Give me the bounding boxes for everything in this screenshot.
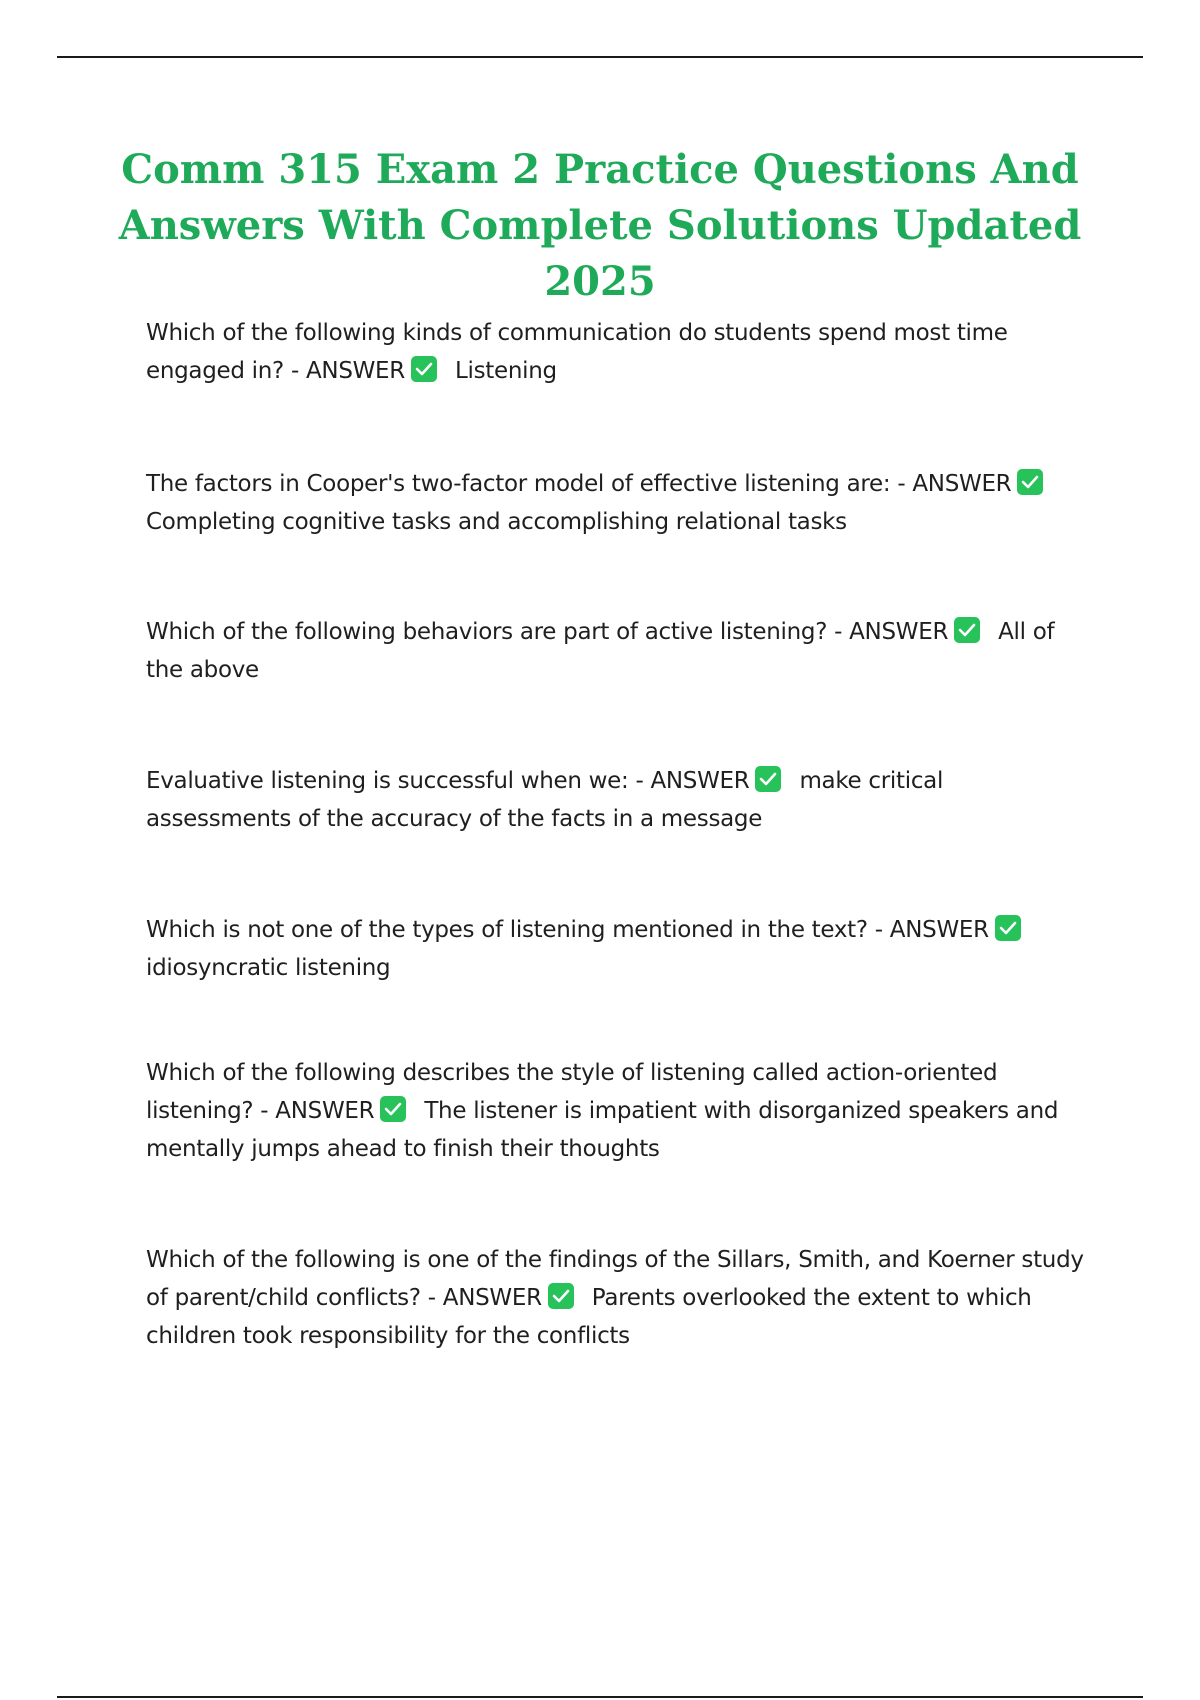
checkmark-icon [380, 1096, 406, 1122]
checkmark-icon [548, 1283, 574, 1309]
answer-text: make critical assessments of the accuracy of the facts in a message [146, 768, 944, 832]
answer-text: The listener is impatient with disorganized speakers and mentally jumps ahead to finish their thoughts [146, 1098, 1059, 1162]
qa-item-7 [146, 1241, 1086, 1355]
answer-text: Listening [454, 358, 557, 384]
checkmark-icon [995, 915, 1021, 941]
qa-item-1 [146, 314, 1086, 390]
checkmark-icon [1017, 469, 1043, 495]
question-text: Evaluative listening is successful when we: - ANSWER [146, 768, 750, 794]
top-rule [57, 56, 1143, 58]
checkmark-icon [411, 356, 437, 382]
question-text: The factors in Cooper's two-factor model of effective listening are: - ANSWER [146, 471, 1012, 497]
qa-item-4 [146, 762, 1086, 838]
question-text: Which of the following behaviors are part of active listening? - ANSWER [146, 619, 949, 645]
qa-item-2 [146, 465, 1086, 541]
checkmark-icon [954, 617, 980, 643]
bottom-rule [57, 1696, 1143, 1698]
document-title: Comm 315 Exam 2 Practice Questions And Answers With Complete Solutions Updated 2025 [118, 146, 1082, 305]
answer-text: Parents overlooked the extent to which children took responsibility for the conflicts [146, 1285, 1032, 1349]
qa-item-3 [146, 613, 1086, 689]
checkmark-icon [755, 766, 781, 792]
answer-text: All of the above [146, 619, 1055, 683]
question-text: Which of the following is one of the findings of the Sillars, Smith, and Koerner study of parent/child conflicts? - ANSWER [146, 1247, 1084, 1311]
answer-text: Completing cognitive tasks and accomplishing relational tasks [146, 509, 847, 535]
question-text: Which is not one of the types of listening mentioned in the text? - ANSWER [146, 917, 989, 943]
question-text: Which of the following kinds of communication do students spend most time engaged in? - ANSWER [146, 320, 1008, 384]
question-text: Which of the following describes the style of listening called action-oriented listening? - ANSWER [146, 1060, 998, 1124]
qa-item-5 [146, 911, 1086, 987]
answer-text: idiosyncratic listening [146, 955, 391, 981]
qa-item-6 [146, 1054, 1086, 1168]
